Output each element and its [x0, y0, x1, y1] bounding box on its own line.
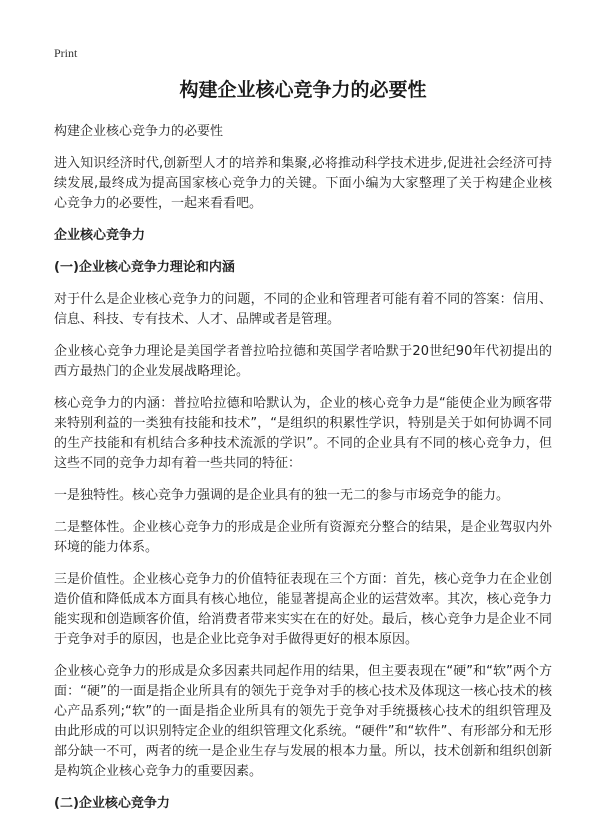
paragraph: 对于什么是企业核心竞争力的问题，不同的企业和管理者可能有着不同的答案：信用、信息、科技、专有技术、人才、品牌或者是管理。: [54, 292, 552, 327]
paragraph: 核心竞争力的内涵：普拉哈拉德和哈默认为，企业的核心竞争力是“能使企业为顾客带来特别利益的一类独有技能和技术”，“是组织的积累性学识，特别是关于如何协调不同的生产技能和有机结合多种技术流派的学识”。不同的企业具有不同的核心竞争力，但这些不同的竞争力却有着一些共同的特征：: [54, 396, 552, 471]
paragraph: 企业核心竞争力理论是美国学者普拉哈拉德和英国学者哈默于20世纪90年代初提出的西方最热门的企业发展战略理论。: [54, 344, 552, 379]
paragraph: 二是整体性。企业核心竞争力的形成是企业所有资源充分整合的结果，是企业驾驭内外环境的能力体系。: [54, 520, 552, 555]
paragraph: 一是独特性。核心竞争力强调的是企业具有的独一无二的参与市场竞争的能力。: [54, 488, 510, 503]
paragraph: 企业核心竞争力的形成是众多因素共同起作用的结果，但主要表现在“硬”和“软”两个方面：“硬”的一面是指企业所具有的领先于竞争对手的核心技术及体现这一核心技术的核心产品系列;“软”的一面是指企业所具有的领先于竞争对手统摄核心技术的组织管理及由此形成的可以识别特定企业的组织管理文化系统。“硬件”和“软件”、有形部分和无形部分缺一不可，两者的统一是企业生存与发展的根本力量。所以，技术创新和组织创新是构筑企业核心竞争力的重要因素。: [54, 664, 552, 779]
section-heading: (一)企业核心竞争力理论和内涵: [54, 260, 235, 275]
paragraph: 进入知识经济时代,创新型人才的培养和集聚,必将推动科学技术进步,促进社会经济可持续发展,最终成为提高国家核心竞争力的关键。下面小编为大家整理了关于构建企业核心竞争力的必要性，一起来看看吧。: [54, 156, 552, 211]
document-title: 构建企业核心竞争力的必要性: [179, 79, 427, 101]
print-link[interactable]: Print: [54, 46, 78, 60]
document-body: [54, 122, 552, 814]
section-heading: (二)企业核心竞争力: [54, 796, 170, 811]
paragraph: 构建企业核心竞争力的必要性: [54, 124, 224, 139]
section-heading: 企业核心竞争力: [54, 228, 146, 243]
paragraph: 三是价值性。企业核心竞争力的价值特征表现在三个方面：首先，核心竞争力在企业创造价值和降低成本方面具有核心地位，能显著提高企业的运营效率。其次，核心竞争力能实现和创造顾客价值，给消费者带来实实在在的好处。最后，核心竞争力是企业不同于竞争对手的原因，也是企业比竞争对手做得更好的根本原因。: [54, 572, 552, 647]
